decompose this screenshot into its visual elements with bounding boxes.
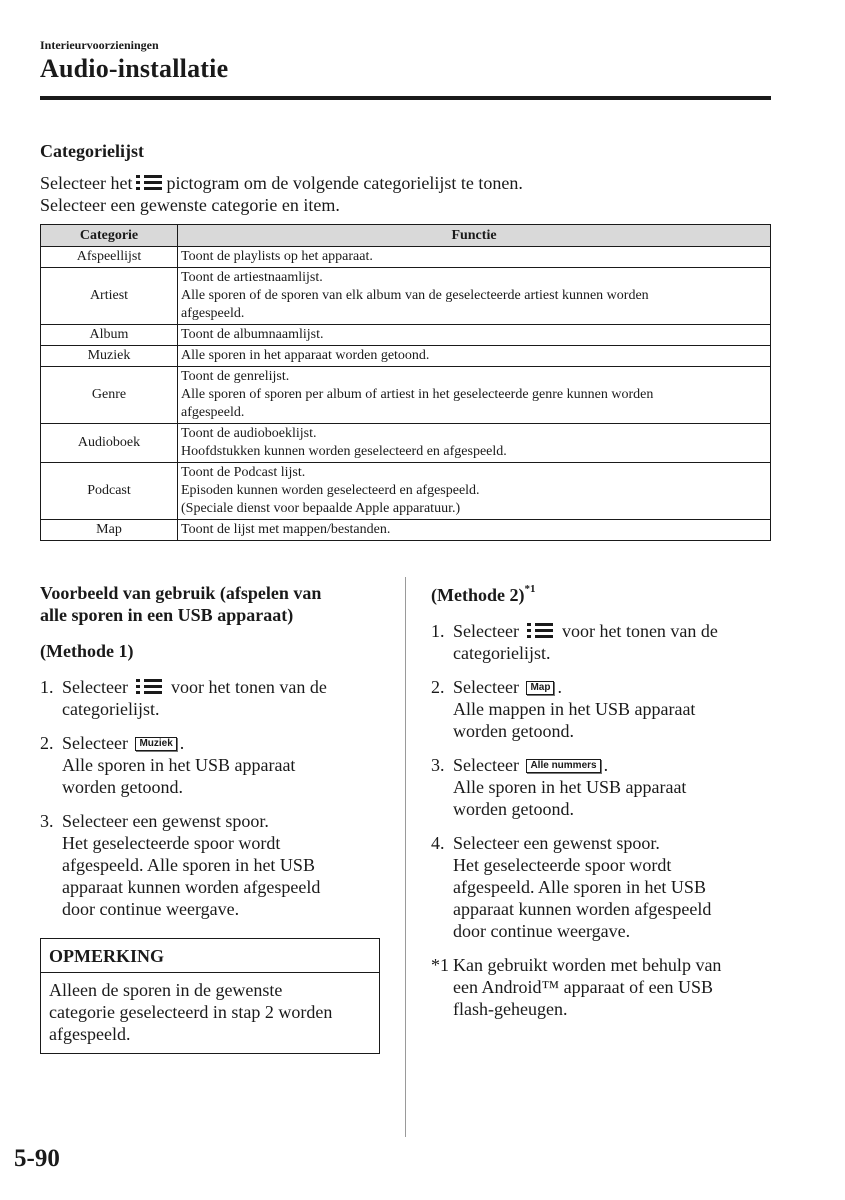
list-item: 2. Selecteer Muziek . Alle sporen in het USB apparaat worden getoond. <box>40 733 296 797</box>
column-divider <box>405 577 406 1137</box>
list-item: 3. Selecteer een gewenst spoor. Het geselecteerde spoor wordt afgespeeld. Alle sporen in het USB apparaat kunnen worden afgespeeld door continue weergave. <box>40 811 321 919</box>
section-label: Interieurvoorzieningen <box>40 38 159 52</box>
category-list-heading: Categorielijst <box>40 141 144 161</box>
footnote-mark: *1 <box>431 955 449 975</box>
category-cell: Artiest <box>41 268 178 325</box>
function-cell: Toont de playlists op het apparaat. <box>178 247 771 268</box>
table-row <box>41 520 771 541</box>
method-2-steps <box>431 620 776 942</box>
title-rule <box>40 96 771 100</box>
note-box <box>40 938 380 1054</box>
function-cell: Toont de genrelijst. Alle sporen of sporen per album of artiest in het geselecteerde genre kunnen worden afgespeeld. <box>178 367 771 424</box>
table-row <box>41 247 771 268</box>
table-row <box>41 268 771 325</box>
category-list-intro <box>40 172 523 216</box>
list-menu-icon <box>136 679 162 695</box>
list-item: 2. Selecteer Map . Alle mappen in het USB apparaat worden getoond. <box>431 677 696 741</box>
list-item: 1. Selecteer voor het tonen van de categorielijst. <box>40 677 327 719</box>
page-title: Audio-installatie <box>40 54 229 83</box>
alle-nummers-button-image: Alle nummers <box>526 759 600 773</box>
function-cell: Toont de artiestnaamlijst. Alle sporen of de sporen van elk album van de geselecteerde artiest kunnen worden afgespeeld. <box>178 268 771 325</box>
table-row <box>41 346 771 367</box>
intro-line-2: Selecteer een gewenste categorie en item. <box>40 195 340 215</box>
category-table <box>40 224 771 541</box>
table-row <box>41 463 771 520</box>
list-menu-icon <box>136 175 162 191</box>
function-cell: Toont de lijst met mappen/bestanden. <box>178 520 771 541</box>
category-cell: Album <box>41 325 178 346</box>
note-title: OPMERKING <box>41 939 379 973</box>
note-body: Alleen de sporen in de gewenste categorie geselecteerd in stap 2 worden afgespeeld. <box>49 980 333 1044</box>
function-cell: Alle sporen in het apparaat worden getoond. <box>178 346 771 367</box>
intro-line-1 <box>40 172 523 194</box>
function-cell: Toont de albumnaamlijst. <box>178 325 771 346</box>
table-header-row <box>41 225 771 247</box>
category-cell: Podcast <box>41 463 178 520</box>
map-button-image: Map <box>526 681 554 695</box>
method-1-steps <box>40 676 385 920</box>
table-row <box>41 325 771 346</box>
right-column <box>431 580 776 1020</box>
left-column <box>40 582 385 932</box>
muziek-button-image: Muziek <box>135 737 176 751</box>
method-1-title: (Methode 1) <box>40 641 134 661</box>
list-menu-icon <box>527 623 553 639</box>
footnote-reference: *1 <box>524 583 536 595</box>
category-cell: Genre <box>41 367 178 424</box>
table-row <box>41 367 771 424</box>
example-heading: Voorbeeld van gebruik (afspelen van alle sporen in een USB apparaat) <box>40 583 322 625</box>
intro-before-icon: Selecteer het <box>40 173 133 193</box>
category-cell: Afspeellijst <box>41 247 178 268</box>
function-cell: Toont de audioboeklijst. Hoofdstukken kunnen worden geselecteerd en afgespeeld. <box>178 424 771 463</box>
method-2-title: (Methode 2)$^{*1}$ <box>431 583 536 605</box>
category-cell: Muziek <box>41 346 178 367</box>
list-item: 3. Selecteer Alle nummers . Alle sporen in het USB apparaat worden getoond. <box>431 755 687 819</box>
header-functie: Functie <box>178 225 771 247</box>
list-item: 1. Selecteer voor het tonen van de categorielijst. <box>431 621 718 663</box>
footnote: *1 Kan gebruikt worden met behulp van een Android™ apparaat of een USB flash-geheugen. <box>431 955 722 1019</box>
table-row <box>41 424 771 463</box>
intro-after-icon: pictogram om de volgende categorielijst te tonen. <box>166 173 523 193</box>
category-cell: Audioboek <box>41 424 178 463</box>
category-cell: Map <box>41 520 178 541</box>
list-item: 4. Selecteer een gewenst spoor. Het geselecteerde spoor wordt afgespeeld. Alle sporen in het USB apparaat kunnen worden afgespeeld door continue weergave. <box>431 833 712 941</box>
header-categorie: Categorie <box>41 225 178 247</box>
function-cell: Toont de Podcast lijst. Episoden kunnen worden geselecteerd en afgespeeld. (Speciale dienst voor bepaalde Apple apparatuur.) <box>178 463 771 520</box>
page-number: 5-90 <box>14 1145 60 1172</box>
